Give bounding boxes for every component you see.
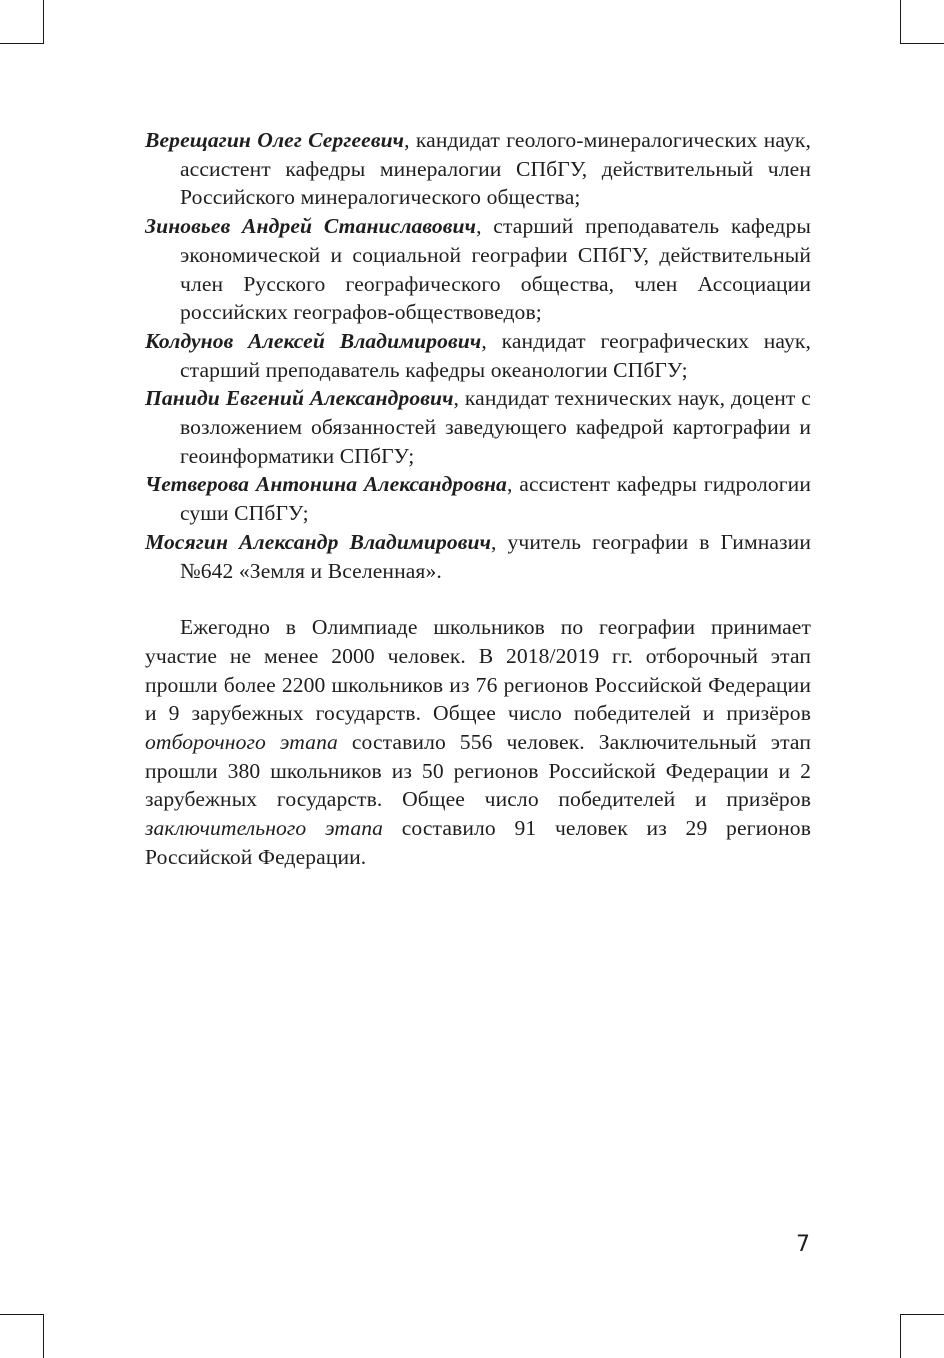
author-name: Колдунов Алексей Владимирович bbox=[145, 328, 482, 353]
author-entry bbox=[145, 384, 811, 470]
crop-mark-top-left-v bbox=[43, 0, 44, 44]
paragraph-text: составило 556 человек. Заключительный этап прошли 380 школьников из 50 регионов Российской Федерации и 2 зарубежных государств. Общее число победителей и призёров bbox=[145, 730, 811, 812]
author-description: , кандидат технических наук, доцент с возложением обязанностей заведующего кафедрой картографии и геоинформатики СПбГУ; bbox=[180, 386, 811, 468]
author-name: Четверова Антонина Александровна bbox=[145, 472, 507, 497]
paragraph-italic-term: отборочного этапа bbox=[145, 730, 338, 755]
paragraph-text: Ежегодно в Олимпиаде школьников по географии принимает участие не менее 2000 человек. В 2018/2019 гг. отборочный этап прошли более 2200 школьников из 76 регионов Российской Федерации и 9 зарубежных государств. Общее число победителей и призёров bbox=[145, 615, 811, 726]
crop-mark-bottom-right-v bbox=[900, 1314, 901, 1358]
author-description: , учитель географии в Гимназии №642 «Земля и Вселенная». bbox=[180, 529, 811, 583]
page-content bbox=[145, 126, 811, 872]
paragraph-italic-term: заключительного этапа bbox=[145, 816, 384, 841]
author-description: , кандидат географических наук, старший преподаватель кафедры океанологии СПбГУ; bbox=[180, 328, 812, 382]
author-name: Паниди Евгений Александрович bbox=[145, 386, 454, 411]
author-description: , старший преподаватель кафедры экономической и социальной географии СПбГУ, действительный член Русского географического общества, член Ассоциации российских географов-обществоведов; bbox=[180, 214, 811, 325]
crop-mark-bottom-left-h bbox=[0, 1314, 44, 1315]
author-name: Верещагин Олег Сергеевич bbox=[145, 128, 405, 152]
crop-mark-bottom-right-h bbox=[900, 1314, 944, 1315]
olympiad-stats-paragraph bbox=[145, 613, 811, 871]
author-entry bbox=[145, 528, 811, 585]
crop-mark-top-right-v bbox=[900, 0, 901, 44]
author-entry bbox=[145, 327, 811, 384]
page-number: 7 bbox=[796, 1232, 810, 1257]
crop-mark-top-right-h bbox=[900, 43, 944, 44]
author-entry bbox=[145, 126, 811, 212]
author-entry bbox=[145, 470, 811, 527]
author-name: Зиновьев Андрей Станиславович bbox=[145, 214, 477, 239]
author-description: , ассистент кафедры гидрологии суши СПбГУ; bbox=[180, 472, 811, 526]
crop-mark-top-left-h bbox=[0, 43, 44, 44]
crop-mark-bottom-left-v bbox=[43, 1314, 44, 1358]
author-entry bbox=[145, 212, 811, 327]
author-description: , кандидат геолого-минералогических наук, ассистент кафедры минералогии СПбГУ, действительный член Российского минералогического общества; bbox=[180, 128, 811, 210]
author-name: Мосягин Александр Владимирович bbox=[145, 529, 492, 554]
author-list bbox=[145, 126, 811, 585]
paragraph-text: составило 91 человек из 29 регионов Российской Федерации. bbox=[145, 816, 811, 869]
